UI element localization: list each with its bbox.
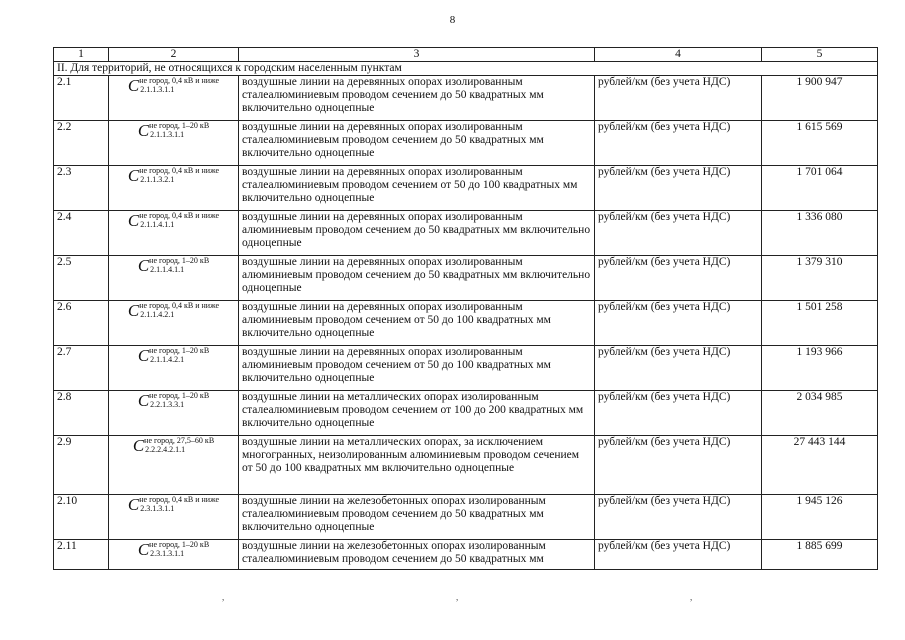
table-row: [54, 301, 878, 346]
tariff-subscript: 2.1.1.4.2.1: [140, 310, 175, 319]
tariff-symbol: C: [127, 166, 140, 185]
tariff-code: [109, 391, 239, 436]
tariff-formula: [138, 346, 209, 364]
row-unit: рублей/км (без учета НДС): [595, 495, 762, 540]
tariff-symbol: C: [137, 121, 150, 140]
tariff-formula: [138, 391, 209, 409]
row-price: 1 900 947: [762, 76, 878, 121]
tariff-formula: [128, 495, 219, 513]
tariff-code: [109, 540, 239, 570]
tariff-symbol: C: [127, 495, 140, 514]
tariff-subscript: 2.3.1.3.1.1: [140, 504, 175, 513]
row-price: 27 443 144: [762, 436, 878, 495]
row-price: 1 701 064: [762, 166, 878, 211]
tariff-indices: [139, 211, 219, 229]
tariff-code: [109, 495, 239, 540]
row-number: 2.10: [54, 495, 109, 540]
tariff-code: [109, 211, 239, 256]
tariff-superscript: не город, 1–20 кВ: [149, 256, 210, 265]
row-description: воздушные линии на деревянных опорах изолированным алюминиевым проводом сечением от 50 до 100 квадратных мм включительно одноцепные: [239, 346, 595, 391]
tariff-formula: [133, 436, 214, 454]
scan-mark: ,: [222, 592, 225, 602]
tariff-symbol: C: [132, 436, 145, 455]
row-unit: рублей/км (без учета НДС): [595, 540, 762, 570]
scan-mark: ,: [690, 592, 693, 602]
table-row: [54, 436, 878, 495]
row-number: 2.9: [54, 436, 109, 495]
tariff-symbol: C: [137, 346, 150, 365]
tariff-indices: [149, 256, 209, 274]
row-unit: рублей/км (без учета НДС): [595, 76, 762, 121]
tariff-code: [109, 436, 239, 495]
tariff-indices: [139, 495, 219, 513]
row-price: 1 193 966: [762, 346, 878, 391]
column-header: 2: [109, 48, 239, 62]
row-number: 2.5: [54, 256, 109, 301]
row-number: 2.8: [54, 391, 109, 436]
tariff-indices: [144, 436, 214, 454]
tariff-symbol: C: [137, 256, 150, 275]
scan-mark: ,: [456, 592, 459, 602]
tariff-symbol: C: [137, 540, 150, 559]
row-description: воздушные линии на деревянных опорах изолированным алюминиевым проводом сечением от 50 до 100 квадратных мм включительно одноцепные: [239, 301, 595, 346]
table-row: [54, 166, 878, 211]
column-header: 4: [595, 48, 762, 62]
row-number: 2.11: [54, 540, 109, 570]
row-price: 1 501 258: [762, 301, 878, 346]
table-row: [54, 495, 878, 540]
column-header: 1: [54, 48, 109, 62]
row-number: 2.7: [54, 346, 109, 391]
tariff-subscript: 2.1.1.3.2.1: [140, 175, 175, 184]
row-unit: рублей/км (без учета НДС): [595, 391, 762, 436]
tariff-superscript: не город, 1–20 кВ: [149, 540, 210, 549]
row-description: воздушные линии на металлических опорах, за исключением многогранных, неизолированным алюминиевым проводом сечением от 50 до 100 квадратных мм включительно одноцепные: [239, 436, 595, 495]
row-unit: рублей/км (без учета НДС): [595, 256, 762, 301]
table-row: [54, 540, 878, 570]
tariff-formula: [128, 211, 219, 229]
tariff-subscript: 2.1.1.4.2.1: [150, 355, 185, 364]
tariff-formula: [138, 540, 209, 558]
tariff-indices: [149, 540, 209, 558]
table-row: [54, 76, 878, 121]
tariff-formula: [128, 166, 219, 184]
tariff-indices: [149, 121, 209, 139]
tariff-code: [109, 166, 239, 211]
row-description: воздушные линии на железобетонных опорах изолированным сталеалюминиевым проводом сечением до 50 квадратных мм: [239, 540, 595, 570]
tariff-subscript: 2.3.1.3.1.1: [150, 549, 185, 558]
row-description: воздушные линии на деревянных опорах изолированным сталеалюминиевым проводом сечением до 50 квадратных мм включительно одноцепные: [239, 121, 595, 166]
column-header: 5: [762, 48, 878, 62]
tariff-superscript: не город, 1–20 кВ: [149, 121, 210, 130]
tariff-subscript: 2.1.1.4.1.1: [150, 265, 185, 274]
tariff-code: [109, 346, 239, 391]
tariff-symbol: C: [137, 391, 150, 410]
row-number: 2.3: [54, 166, 109, 211]
tariff-subscript: 2.1.1.4.1.1: [140, 220, 175, 229]
row-price: 1 615 569: [762, 121, 878, 166]
row-unit: рублей/км (без учета НДС): [595, 436, 762, 495]
tariff-symbol: C: [127, 211, 140, 230]
tariff-symbol: C: [127, 76, 140, 95]
row-price: 2 034 985: [762, 391, 878, 436]
row-number: 2.1: [54, 76, 109, 121]
row-number: 2.2: [54, 121, 109, 166]
table-body: [54, 62, 878, 570]
tariff-superscript: не город, 0,4 кВ и ниже: [139, 76, 220, 85]
table-row: [54, 256, 878, 301]
row-description: воздушные линии на деревянных опорах изолированным алюминиевым проводом сечением до 50 квадратных мм включительно одноцепные: [239, 256, 595, 301]
table-row: [54, 121, 878, 166]
row-price: 1 945 126: [762, 495, 878, 540]
section-title: II. Для территорий, не относящихся к городским населенным пунктам: [54, 62, 878, 76]
tariff-superscript: не город, 0,4 кВ и ниже: [139, 211, 220, 220]
row-description: воздушные линии на железобетонных опорах изолированным сталеалюминиевым проводом сечением до 50 квадратных мм включительно одноцепные: [239, 495, 595, 540]
tariff-superscript: не город, 0,4 кВ и ниже: [139, 166, 220, 175]
row-description: воздушные линии на деревянных опорах изолированным алюминиевым проводом сечением до 50 квадратных мм включительно одноцепные: [239, 211, 595, 256]
page-number: 8: [449, 14, 456, 26]
tariff-subscript: 2.2.1.3.3.1: [150, 400, 185, 409]
row-description: воздушные линии на деревянных опорах изолированным сталеалюминиевым проводом сечением от 50 до 100 квадратных мм включительно одноцепные: [239, 166, 595, 211]
row-unit: рублей/км (без учета НДС): [595, 211, 762, 256]
rates-table: [53, 47, 878, 570]
row-description: воздушные линии на металлических опорах изолированным сталеалюминиевым проводом сечением от 100 до 200 квадратных мм включительно одноцепные: [239, 391, 595, 436]
tariff-code: [109, 76, 239, 121]
tariff-code: [109, 301, 239, 346]
tariff-indices: [139, 166, 219, 184]
tariff-subscript: 2.1.1.3.1.1: [150, 130, 185, 139]
row-price: 1 885 699: [762, 540, 878, 570]
row-number: 2.6: [54, 301, 109, 346]
row-price: 1 379 310: [762, 256, 878, 301]
row-unit: рублей/км (без учета НДС): [595, 301, 762, 346]
tariff-subscript: 2.2.2.4.2.1.1: [145, 445, 186, 454]
tariff-indices: [149, 346, 209, 364]
tariff-indices: [139, 301, 219, 319]
tariff-code: [109, 256, 239, 301]
table-row: [54, 391, 878, 436]
column-header: 3: [239, 48, 595, 62]
tariff-indices: [149, 391, 209, 409]
tariff-formula: [128, 76, 219, 94]
tariff-superscript: не город, 1–20 кВ: [149, 346, 210, 355]
tariff-formula: [128, 301, 219, 319]
row-unit: рублей/км (без учета НДС): [595, 121, 762, 166]
tariff-symbol: C: [127, 301, 140, 320]
tariff-subscript: 2.1.1.3.1.1: [140, 85, 175, 94]
row-description: воздушные линии на деревянных опорах изолированным сталеалюминиевым проводом сечением до 50 квадратных мм включительно одноцепные: [239, 76, 595, 121]
row-number: 2.4: [54, 211, 109, 256]
tariff-superscript: не город, 0,4 кВ и ниже: [139, 301, 220, 310]
tariff-formula: [138, 121, 209, 139]
row-unit: рублей/км (без учета НДС): [595, 346, 762, 391]
row-price: 1 336 080: [762, 211, 878, 256]
column-number-row: [54, 48, 878, 62]
tariff-superscript: не город, 27,5–60 кВ: [144, 436, 215, 445]
tariff-code: [109, 121, 239, 166]
section-row: [54, 62, 878, 76]
table-row: [54, 346, 878, 391]
tariff-superscript: не город, 1–20 кВ: [149, 391, 210, 400]
table-row: [54, 211, 878, 256]
tariff-formula: [138, 256, 209, 274]
tariff-superscript: не город, 0,4 кВ и ниже: [139, 495, 220, 504]
tariff-indices: [139, 76, 219, 94]
row-unit: рублей/км (без учета НДС): [595, 166, 762, 211]
